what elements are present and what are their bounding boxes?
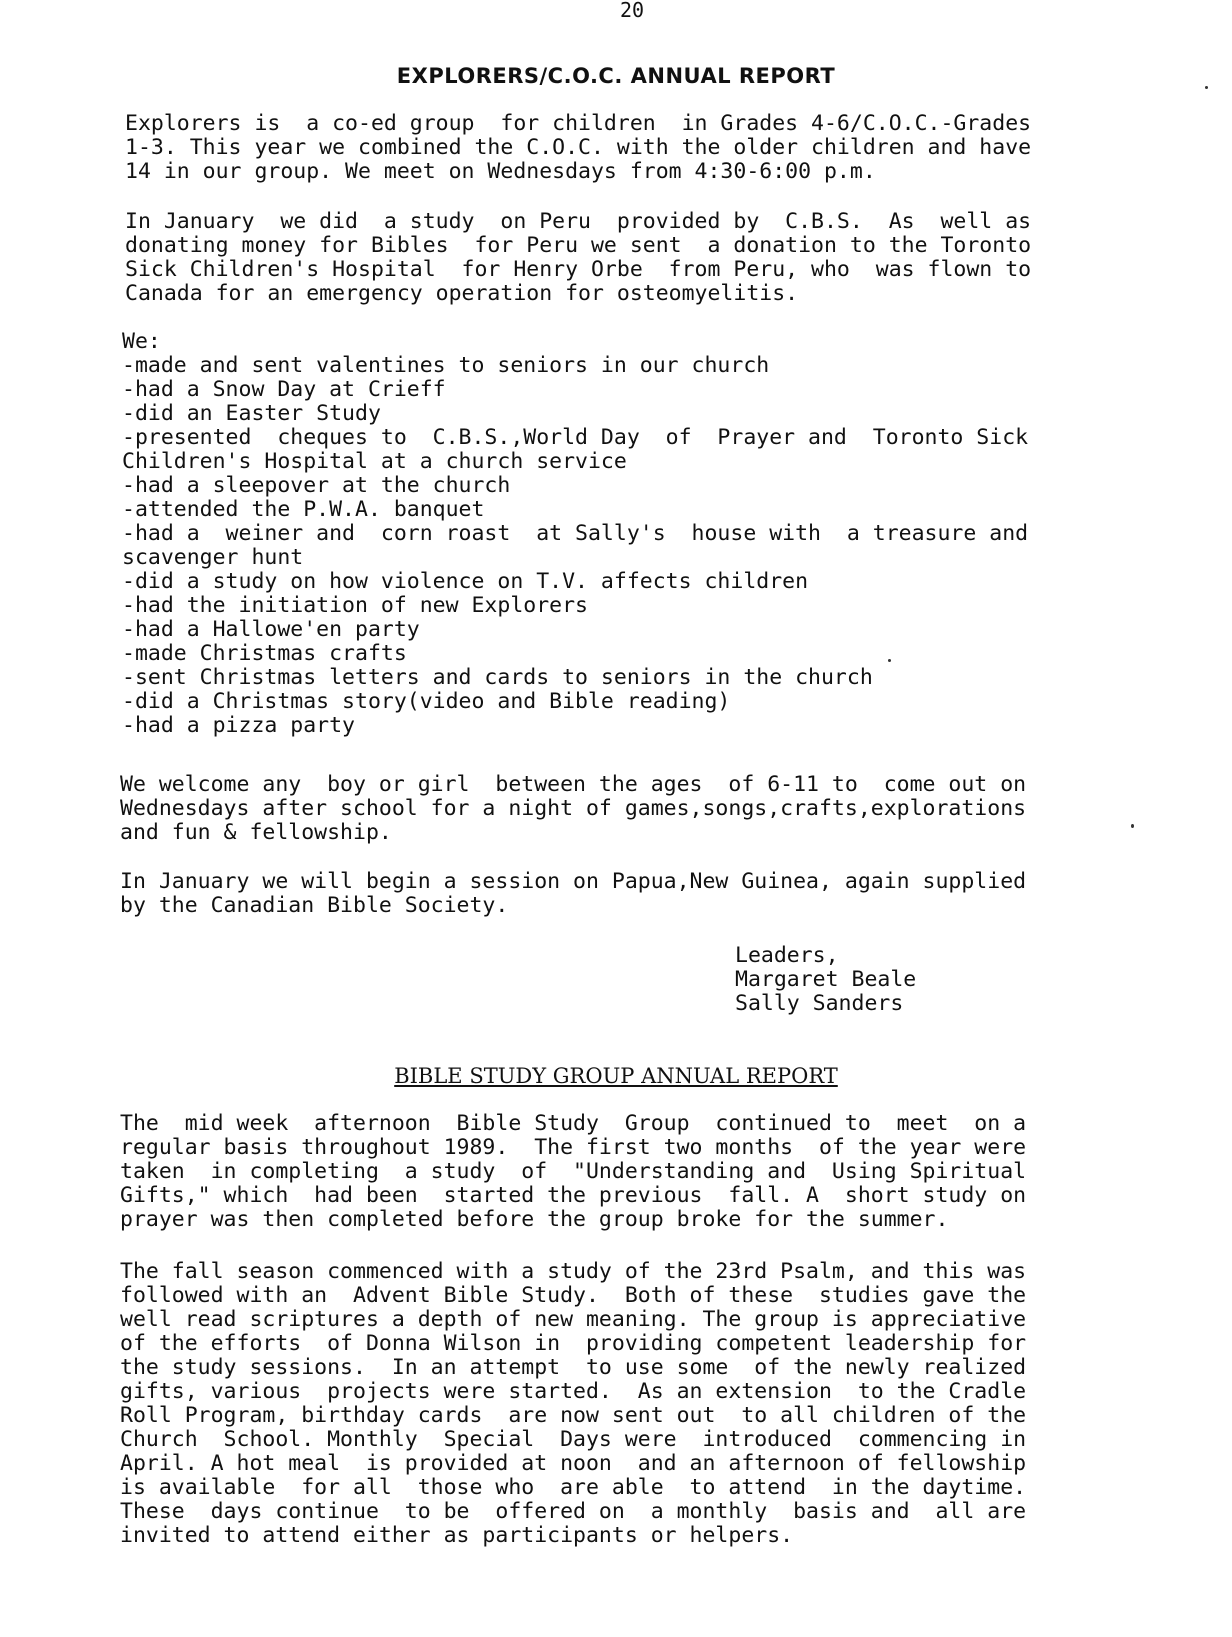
- bible-study-report-title: BIBLE STUDY GROUP ANNUAL REPORT: [394, 1064, 838, 1088]
- explorers-report-title: EXPLORERS/C.O.C. ANNUAL REPORT: [396, 64, 836, 88]
- bible-study-paragraph-1: The mid week afternoon Bible Study Group continued to meet on a regular basis throughout 1989. The first two months of the year were taken in completing a study of "Understanding and Using Spiritual Gifts," which had been started the previous fall. A short study on prayer was then completed before the group broke for the summer.: [120, 1111, 1027, 1232]
- explorers-intro-paragraph: Explorers is a co-ed group for children in Grades 4-6/C.O.C.-Grades 1-3. This year we combined the C.O.C. with the older children and have 14 in our group. We meet on Wednesdays from 4:30-6:00 p.m.: [125, 111, 1032, 184]
- explorers-welcome-paragraph: We welcome any boy or girl between the ages of 6-11 to come out on Wednesdays after school for a night of games,songs,crafts,explorations and fun & fellowship.: [120, 772, 1027, 845]
- scan-speck: [888, 659, 891, 662]
- explorers-peru-paragraph: In January we did a study on Peru provided by C.B.S. As well as donating money for Bibles for Peru we sent a donation to the Toronto Sick Children's Hospital for Henry Orbe from Peru, who was flown to Canada for an emergency operation for osteomyelitis.: [125, 209, 1032, 306]
- page-number: 20: [620, 0, 645, 22]
- explorers-papua-paragraph: In January we will begin a session on Papua,New Guinea, again supplied by the Canadian Bible Society.: [120, 869, 1027, 918]
- explorers-leaders-signature: Leaders, Margaret Beale Sally Sanders: [735, 943, 917, 1016]
- bible-study-paragraph-2: The fall season commenced with a study of the 23rd Psalm, and this was followed with an Advent Bible Study. Both of these studies gave the well read scriptures a depth of new meaning. The group is appreciative of the efforts of Donna Wilson in providing competent leadership for the study sessions. In an attempt to use some of the newly realized gifts, various projects were started. As an extension to the Cradle Roll Program, birthday cards are now sent out to all children of the Church School. Monthly Special Days were introduced commencing in April. A hot meal is provided at noon and an afternoon of fellowship is available for all those who are able to attend in the daytime. These days continue to be offered on a monthly basis and all are invited to attend either as participants or helpers.: [120, 1259, 1027, 1548]
- explorers-activities-list: We: -made and sent valentines to seniors in our church -had a Snow Day at Crieff -did an Easter Study -presented cheques to C.B.S.,World Day of Prayer and Toronto Sick Children's Hospital at a church service -had a sleepover at the church -attended the P.W.A. banquet -had a weiner and corn roast at Sally's house with a treasure and scavenger hunt -did a study on how violence on T.V. affects children -had the initiation of new Explorers -had a Hallowe'en party -made Christmas crafts -sent Christmas letters and cards to seniors in the church -did a Christmas story(video and Bible reading) -had a pizza party: [122, 329, 1029, 738]
- scan-speck: [1131, 824, 1134, 828]
- scan-speck: [1205, 86, 1208, 89]
